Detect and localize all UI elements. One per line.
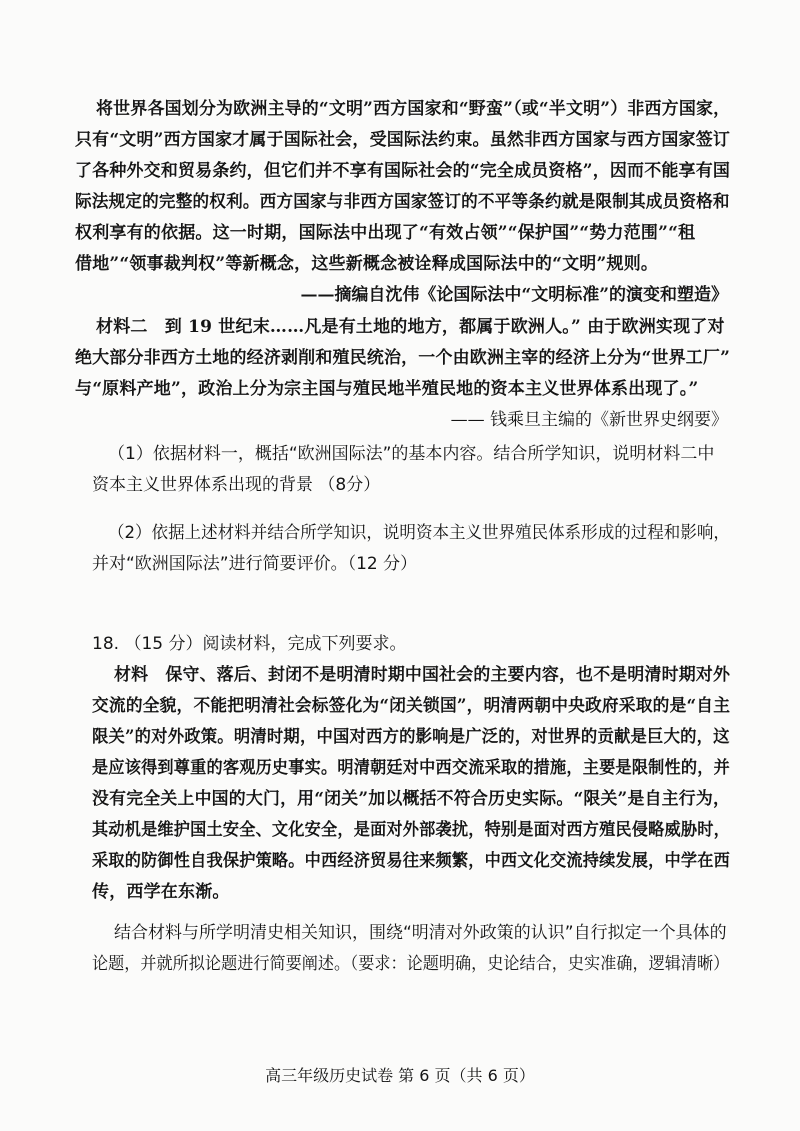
material1-line-3: 了各种外交和贸易条约，但它们并不享有国际社会的“完全成员资格”，因而不能享有国 [75, 161, 731, 181]
material2-source: —— 钱乘旦主编的《新世界史纲要》 [450, 410, 728, 430]
question-18-heading: 18. （15 分）阅读材料，完成下列要求。 [92, 634, 407, 654]
material1-line-2: 只有“文明”西方国家才属于国际社会，受国际法约束。虽然非西方国家与西方国家签订 [75, 130, 731, 150]
material1-source: ——摘编自沈伟《论国际法中“文明标准”的演变和塑造》 [300, 285, 728, 305]
question-18-material-line-1: 材料 保守、落后、封闭不是明清时期中国社会的主要内容，也不是明清时期对外 [114, 665, 731, 685]
material2-line-3: 与“原料产地”，政治上分为宗主国与殖民地半殖民地的资本主义世界体系出现了。” [75, 379, 699, 399]
question-18-material-line-7: 采取的防御性自我保护策略。中西经济贸易往来频繁，中西文化交流持续发展，中学在西 [92, 851, 730, 871]
question-17-2-line-2: 并对“欧洲国际法”进行简要评价。（12 分） [92, 554, 418, 574]
question-18-material-line-3: 限关”的对外政策。明清时期，中国对西方的影响是广泛的，对世界的贡献是巨大的，这 [92, 727, 730, 747]
question-18-material-line-6: 其动机是维护国土安全、文化安全，是面对外部袭扰，特别是面对西方殖民侵略威胁时， [92, 820, 730, 840]
material2-line-1: 材料二 到 19 世纪末……凡是有土地的地方，都属于欧洲人。” 由于欧洲实现了对 [96, 317, 725, 337]
question-18-task-line-2: 论题，并就所拟论题进行简要阐述。（要求：论题明确，史论结合，史实准确，逻辑清晰） [92, 954, 730, 974]
page-footer: 高三年级历史试卷 第 6 页（共 6 页） [265, 1066, 535, 1085]
question-18-material-line-2: 交流的全貌，不能把明清社会标签化为“闭关锁国”，明清两朝中央政府采取的是“自主 [92, 696, 731, 716]
question-17-1-line-1: （1）依据材料一，概括“欧洲国际法”的基本内容。结合所学知识，说明材料二中 [108, 444, 715, 464]
question-18-material-line-4: 是应该得到尊重的客观历史事实。明清朝廷对中西交流采取的措施，主要是限制性的，并 [92, 758, 730, 778]
material1-line-4: 际法规定的完整的权利。西方国家与非西方国家签订的不平等条约就是限制其成员资格和 [75, 192, 730, 212]
question-17-1-line-2: 资本主义世界体系出现的背景 （8分） [92, 475, 381, 495]
question-18-material-line-8: 传，西学在东渐。 [92, 882, 230, 902]
question-17-2-line-1: （2）依据上述材料并结合所学知识，说明资本主义世界殖民体系形成的过程和影响， [108, 523, 730, 543]
material1-line-6: 借地”“领事裁判权”等新概念，这些新概念被诠释成国际法中的“文明”规则。 [75, 254, 659, 274]
material1-line-1: 将世界各国划分为欧洲主导的“文明”西方国家和“野蛮”（或“半文明”）非西方国家， [96, 99, 731, 119]
question-18-material-line-5: 没有完全关上中国的大门，用“闭关”加以概括不符合历史实际。“限关”是自主行为， [92, 789, 731, 809]
material1-line-5: 权利享有的依据。这一时期，国际法中出现了“有效占领”“保护国”“势力范围”“租 [75, 223, 696, 243]
question-18-task-line-1: 结合材料与所学明清史相关知识，围绕“明清对外政策的认识”自行拟定一个具体的 [114, 923, 727, 943]
material2-line-2: 绝大部分非西方土地的经济剥削和殖民统治，一个由欧洲主宰的经济上分为“世界工厂” [75, 348, 731, 368]
